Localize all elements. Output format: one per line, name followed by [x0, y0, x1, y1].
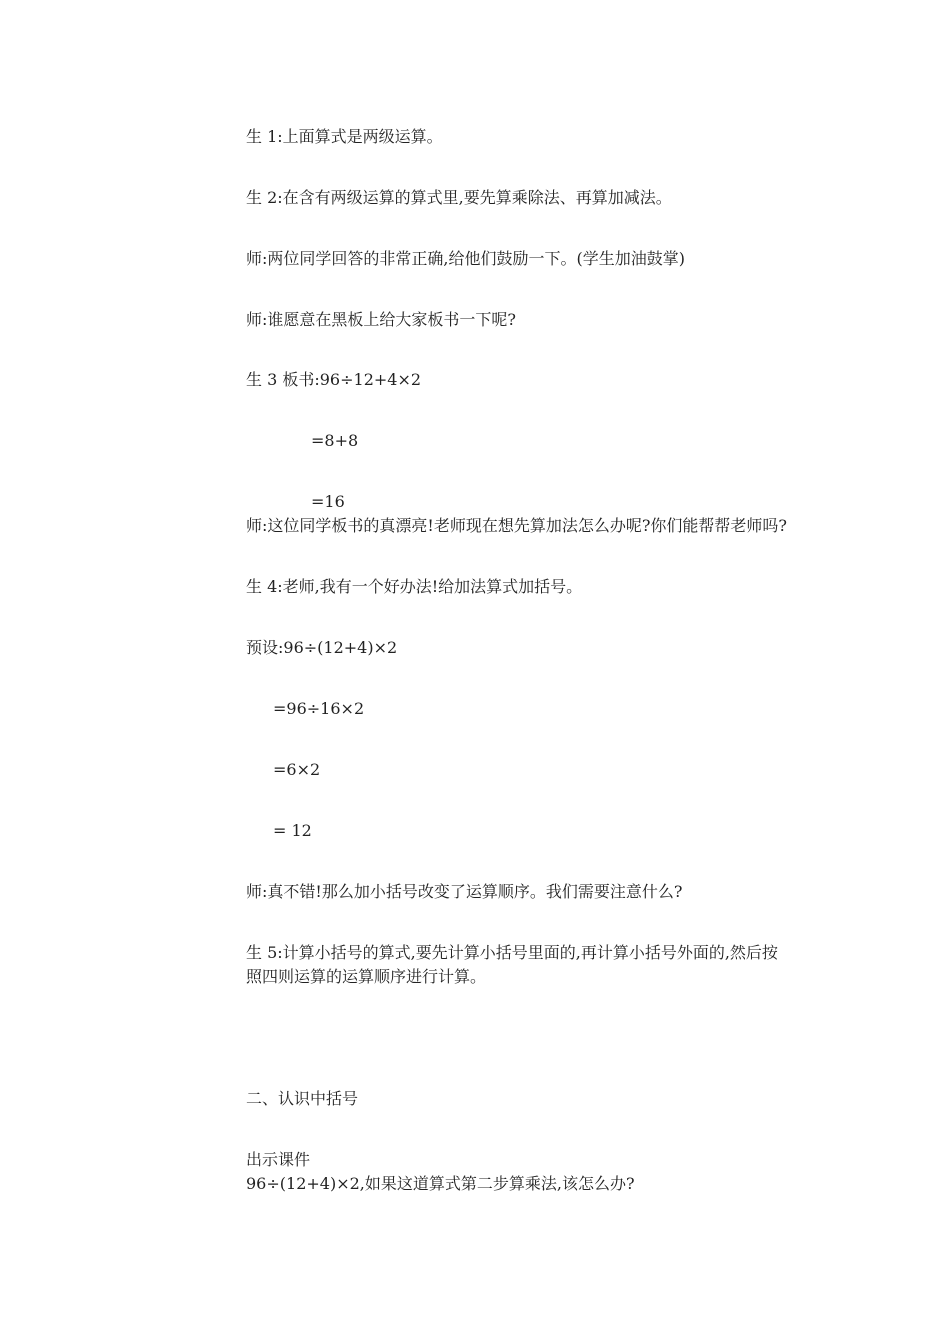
paragraph-teacher-notice: 师:真不错!那么加小括号改变了运算顺序。我们需要注意什么?: [246, 882, 683, 901]
paragraph-student-1: 生 1:上面算式是两级运算。: [246, 127, 443, 146]
paragraph-teacher-question: 师:谁愿意在黑板上给大家板书一下呢?: [246, 310, 516, 329]
paragraph-preset: 预设:96÷(12+4)×2: [246, 638, 398, 657]
equation-preset-step-2: =6×2: [273, 760, 321, 779]
paragraph-student-5-line-2: 照四则运算的运算顺序进行计算。: [246, 967, 487, 986]
equation-step-2: =16: [311, 492, 345, 511]
equation-step-1: =8+8: [311, 431, 359, 450]
paragraph-student-5-line-1: 生 5:计算小括号的算式,要先计算小括号里面的,再计算小括号外面的,然后按: [246, 943, 778, 962]
paragraph-teacher-praise: 师:两位同学回答的非常正确,给他们鼓励一下。(学生加油鼓掌): [246, 249, 685, 268]
paragraph-bracket-question: 96÷(12+4)×2,如果这道算式第二步算乘法,该怎么办?: [246, 1174, 635, 1193]
equation-preset-step-1: =96÷16×2: [273, 699, 365, 718]
paragraph-student-3-board: 生 3 板书:96÷12+4×2: [246, 370, 422, 389]
paragraph-teacher-addition: 师:这位同学板书的真漂亮!老师现在想先算加法怎么办呢?你们能帮帮老师吗?: [246, 516, 787, 535]
paragraph-show-slides: 出示课件: [246, 1150, 311, 1169]
section-heading: 二、认识中括号: [246, 1089, 359, 1108]
paragraph-student-4: 生 4:老师,我有一个好办法!给加法算式加括号。: [246, 577, 583, 596]
equation-preset-step-3: = 12: [273, 821, 312, 840]
paragraph-student-2: 生 2:在含有两级运算的算式里,要先算乘除法、再算加减法。: [246, 188, 672, 207]
